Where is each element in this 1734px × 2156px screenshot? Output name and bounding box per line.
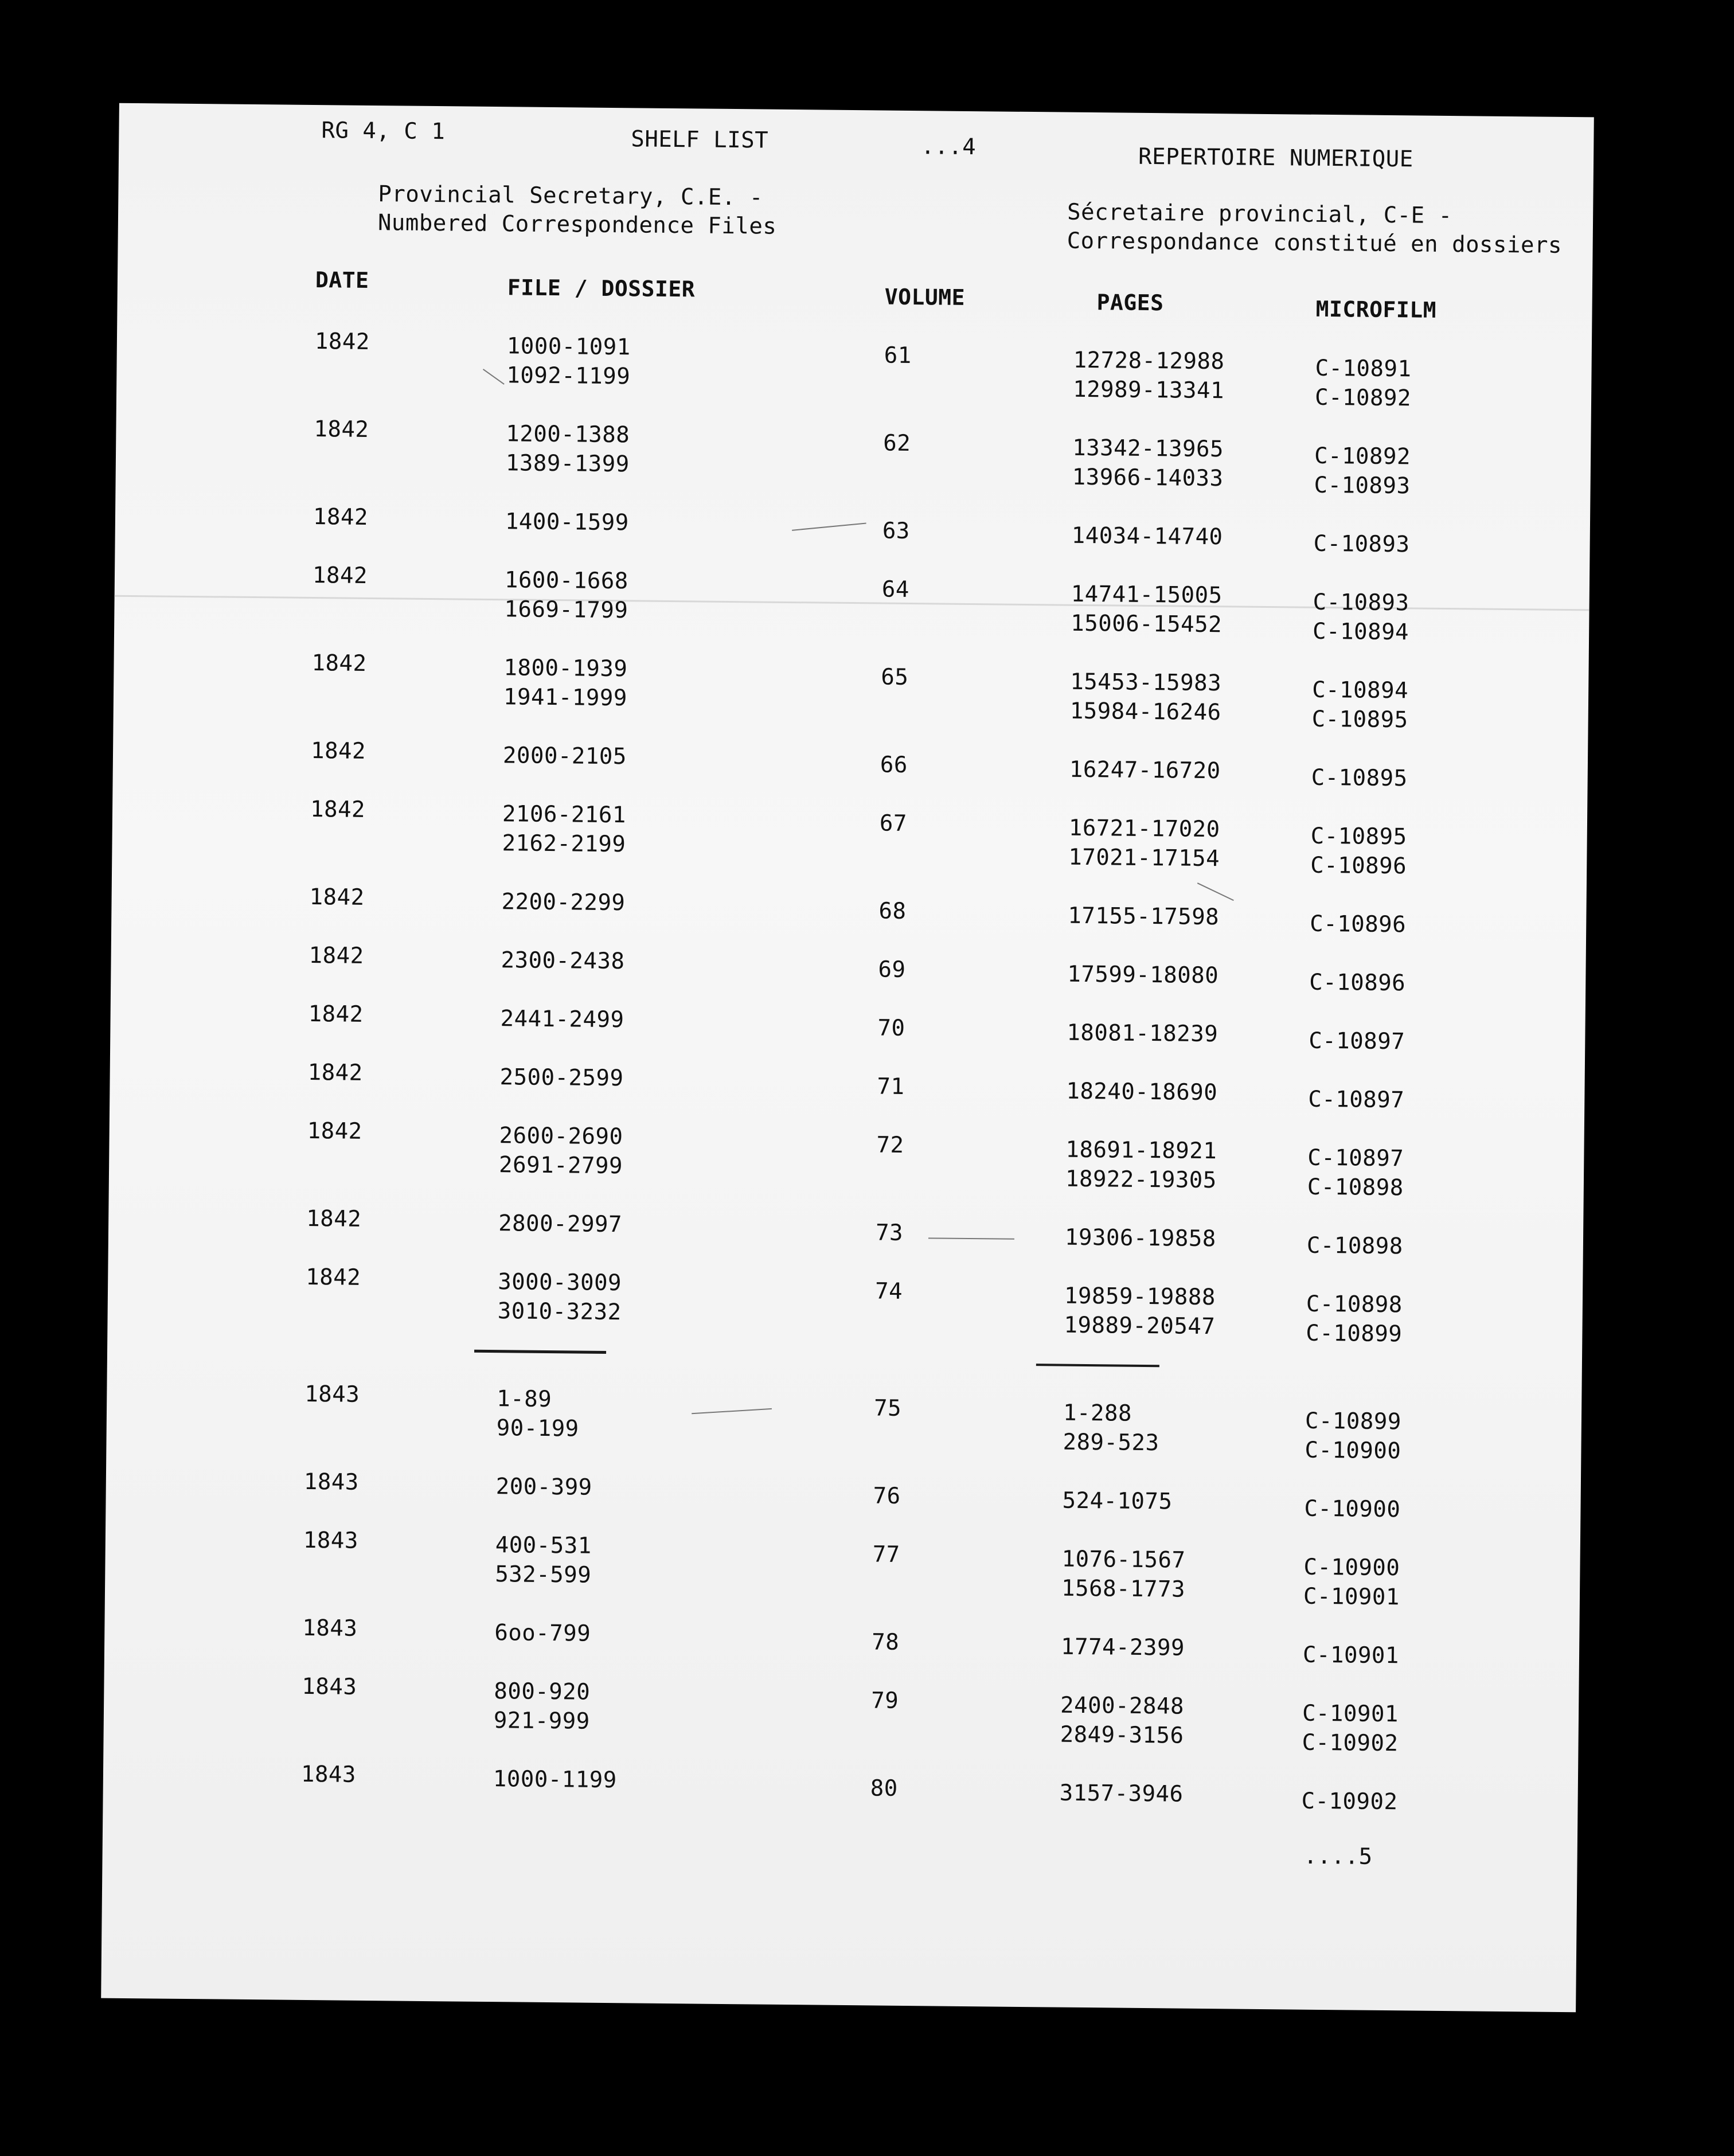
row-microfilm: C-10893	[1313, 589, 1409, 616]
record-group: RG 4, C 1	[321, 118, 446, 145]
row-microfilm: C-10900	[1304, 1495, 1401, 1523]
scratch-mark	[928, 1237, 1014, 1239]
row-volume: 68	[878, 898, 907, 924]
row-volume: 65	[881, 664, 909, 690]
row-pages: 19306-19858	[1064, 1224, 1216, 1252]
row-date: 1842	[310, 737, 366, 764]
row-pages: 17021-17154	[1068, 844, 1220, 872]
row-microfilm: C-10896	[1310, 911, 1407, 938]
row-microfilm: C-10899	[1305, 1408, 1402, 1435]
row-pages: 524-1075	[1062, 1487, 1173, 1515]
row-file: 2600-2690	[499, 1123, 623, 1150]
row-pages: 14034-14740	[1071, 522, 1223, 550]
row-file: 1600-1668	[504, 567, 629, 595]
scratch-mark	[483, 369, 505, 385]
row-volume: 77	[872, 1541, 900, 1568]
row-volume: 80	[870, 1775, 898, 1802]
row-file: 1092-1199	[506, 362, 631, 390]
row-file: 2162-2199	[502, 830, 626, 858]
row-file: 90-199	[496, 1415, 579, 1442]
row-date: 1842	[309, 884, 365, 911]
row-pages: 18922-19305	[1065, 1166, 1217, 1194]
row-volume: 78	[872, 1629, 900, 1655]
title-french-1: Sécretaire provincial, C-E -	[1067, 199, 1452, 229]
row-file: 1800-1939	[503, 655, 628, 682]
column-header-microfilm: MICROFILM	[1315, 296, 1437, 323]
row-volume: 70	[877, 1015, 905, 1041]
row-microfilm: C-10891	[1315, 355, 1412, 382]
row-microfilm: C-10901	[1303, 1583, 1400, 1611]
row-pages: 1568-1773	[1061, 1575, 1186, 1603]
row-volume: 62	[883, 430, 911, 457]
row-volume: 75	[873, 1395, 902, 1421]
row-file: 1389-1399	[505, 450, 630, 478]
row-file: 3000-3009	[498, 1269, 622, 1296]
row-date: 1843	[300, 1761, 357, 1788]
row-microfilm: C-10896	[1310, 852, 1407, 880]
page-number: ...4	[921, 134, 977, 161]
row-file: 1000-1091	[506, 333, 631, 361]
row-microfilm: C-10896	[1309, 969, 1406, 997]
row-file: 2300-2438	[501, 947, 625, 975]
row-file: 2000-2105	[502, 743, 627, 770]
row-volume: 79	[871, 1688, 899, 1714]
row-file: 200-399	[495, 1474, 592, 1501]
row-date: 1842	[308, 1001, 364, 1028]
title-french-2: Correspondance constitué en dossiers	[1067, 228, 1563, 259]
row-pages: 12989-13341	[1072, 376, 1225, 404]
row-pages: 15006-15452	[1071, 610, 1223, 638]
column-header-pages: PAGES	[1096, 290, 1164, 316]
row-pages: 16247-16720	[1069, 756, 1221, 784]
row-volume: 64	[881, 576, 910, 603]
row-date: 1842	[312, 563, 368, 589]
repertoire-label: REPERTOIRE NUMERIQUE	[1138, 143, 1413, 173]
row-microfilm: C-10900	[1305, 1437, 1401, 1464]
title-english-1: Provincial Secretary, C.E. -	[378, 181, 764, 211]
row-pages: 19889-20547	[1064, 1312, 1216, 1340]
row-microfilm: C-10898	[1306, 1232, 1403, 1260]
row-pages: 1076-1567	[1061, 1546, 1186, 1573]
row-file: 2800-2997	[498, 1210, 623, 1238]
row-microfilm: C-10893	[1313, 530, 1410, 558]
row-volume: 71	[877, 1073, 905, 1100]
row-microfilm: C-10893	[1314, 472, 1411, 499]
row-pages: 1774-2399	[1060, 1634, 1185, 1661]
row-volume: 61	[884, 342, 912, 369]
row-volume: 74	[874, 1278, 903, 1304]
row-date: 1843	[302, 1673, 357, 1700]
row-microfilm: C-10894	[1312, 618, 1409, 646]
title-english-2: Numbered Correspondence Files	[377, 210, 777, 240]
row-microfilm: C-10895	[1311, 764, 1408, 792]
shelf-list-label: SHELF LIST	[631, 126, 769, 154]
row-microfilm: C-10902	[1302, 1729, 1399, 1757]
row-microfilm: C-10892	[1314, 443, 1411, 470]
row-file: 800-920	[494, 1678, 591, 1705]
row-pages: 1-288	[1063, 1400, 1132, 1427]
row-microfilm: C-10902	[1301, 1788, 1398, 1815]
section-divider	[474, 1350, 606, 1354]
row-pages: 14741-15005	[1071, 581, 1223, 609]
row-pages: 15453-15983	[1070, 669, 1222, 697]
row-pages: 3157-3946	[1059, 1780, 1184, 1807]
row-volume: 69	[878, 956, 906, 983]
row-microfilm: C-10900	[1303, 1554, 1400, 1581]
document-page	[101, 103, 1594, 2013]
row-file: 1-89	[497, 1386, 552, 1413]
row-file: 1400-1599	[505, 509, 629, 536]
row-pages: 13966-14033	[1072, 464, 1224, 492]
row-pages: 18081-18239	[1067, 1020, 1219, 1048]
scratch-mark	[692, 1408, 772, 1414]
row-date: 1843	[303, 1527, 359, 1554]
row-pages: 17599-18080	[1067, 961, 1219, 989]
row-microfilm: C-10895	[1311, 706, 1408, 733]
row-volume: 72	[876, 1132, 904, 1158]
row-microfilm: C-10892	[1314, 384, 1412, 412]
row-pages: 19859-19888	[1064, 1283, 1216, 1311]
row-microfilm: C-10898	[1306, 1291, 1403, 1318]
row-volume: 73	[875, 1220, 904, 1246]
row-pages: 17155-17598	[1068, 903, 1220, 931]
row-date: 1842	[307, 1059, 363, 1086]
scratch-mark	[792, 522, 866, 530]
row-microfilm: C-10897	[1309, 1028, 1405, 1055]
row-pages: 16721-17020	[1068, 815, 1220, 843]
row-file: 1000-1199	[493, 1766, 617, 1794]
row-date: 1843	[302, 1615, 358, 1642]
row-date: 1843	[304, 1381, 360, 1408]
row-file: 1200-1388	[506, 421, 630, 448]
row-date: 1842	[306, 1205, 362, 1232]
row-microfilm: C-10901	[1302, 1700, 1399, 1728]
row-pages: 289-523	[1063, 1429, 1159, 1456]
column-header-file: FILE / DOSSIER	[507, 275, 696, 302]
row-file: 3010-3232	[497, 1298, 622, 1326]
row-microfilm: C-10894	[1311, 677, 1409, 704]
row-date: 1842	[313, 504, 369, 530]
row-microfilm: C-10899	[1306, 1320, 1403, 1348]
row-file: 1669-1799	[504, 596, 628, 624]
row-date: 1843	[303, 1468, 359, 1495]
row-volume: 66	[880, 752, 908, 778]
row-date: 1842	[314, 416, 369, 443]
row-pages: 2400-2848	[1060, 1692, 1185, 1720]
row-volume: 76	[873, 1483, 901, 1509]
row-pages: 2849-3156	[1060, 1721, 1184, 1749]
continued-page-marker: ....5	[1303, 1843, 1373, 1870]
row-file: 400-531	[495, 1532, 592, 1559]
row-pages: 15984-16246	[1069, 698, 1221, 726]
row-file: 2441-2499	[500, 1006, 624, 1033]
row-file: 921-999	[493, 1708, 590, 1735]
row-volume: 63	[882, 518, 911, 545]
row-file: 2200-2299	[501, 889, 626, 916]
row-date: 1842	[308, 942, 364, 969]
row-volume: 67	[879, 810, 908, 837]
row-file: 6oo-799	[494, 1620, 591, 1647]
row-file: 1941-1999	[503, 684, 628, 712]
row-file: 532-599	[495, 1561, 592, 1588]
section-divider	[1036, 1364, 1159, 1367]
row-file: 2500-2599	[499, 1064, 624, 1092]
row-microfilm: C-10901	[1302, 1642, 1400, 1669]
row-pages: 12728-12988	[1073, 347, 1225, 375]
row-file: 2691-2799	[498, 1152, 623, 1179]
column-header-volume: VOLUME	[884, 284, 966, 310]
row-microfilm: C-10897	[1307, 1145, 1404, 1172]
row-date: 1842	[307, 1118, 362, 1145]
row-microfilm: C-10898	[1307, 1174, 1404, 1201]
scratch-mark	[1197, 882, 1234, 901]
row-pages: 18240-18690	[1066, 1078, 1218, 1106]
row-microfilm: C-10897	[1308, 1086, 1405, 1114]
row-date: 1842	[314, 329, 370, 355]
row-date: 1842	[310, 796, 366, 823]
row-file: 2106-2161	[502, 801, 627, 829]
row-date: 1842	[311, 650, 367, 677]
row-pages: 13342-13965	[1072, 435, 1224, 463]
column-header-date: DATE	[315, 267, 369, 293]
row-date: 1842	[306, 1264, 361, 1291]
row-pages: 18691-18921	[1065, 1136, 1217, 1165]
row-microfilm: C-10895	[1310, 823, 1407, 850]
